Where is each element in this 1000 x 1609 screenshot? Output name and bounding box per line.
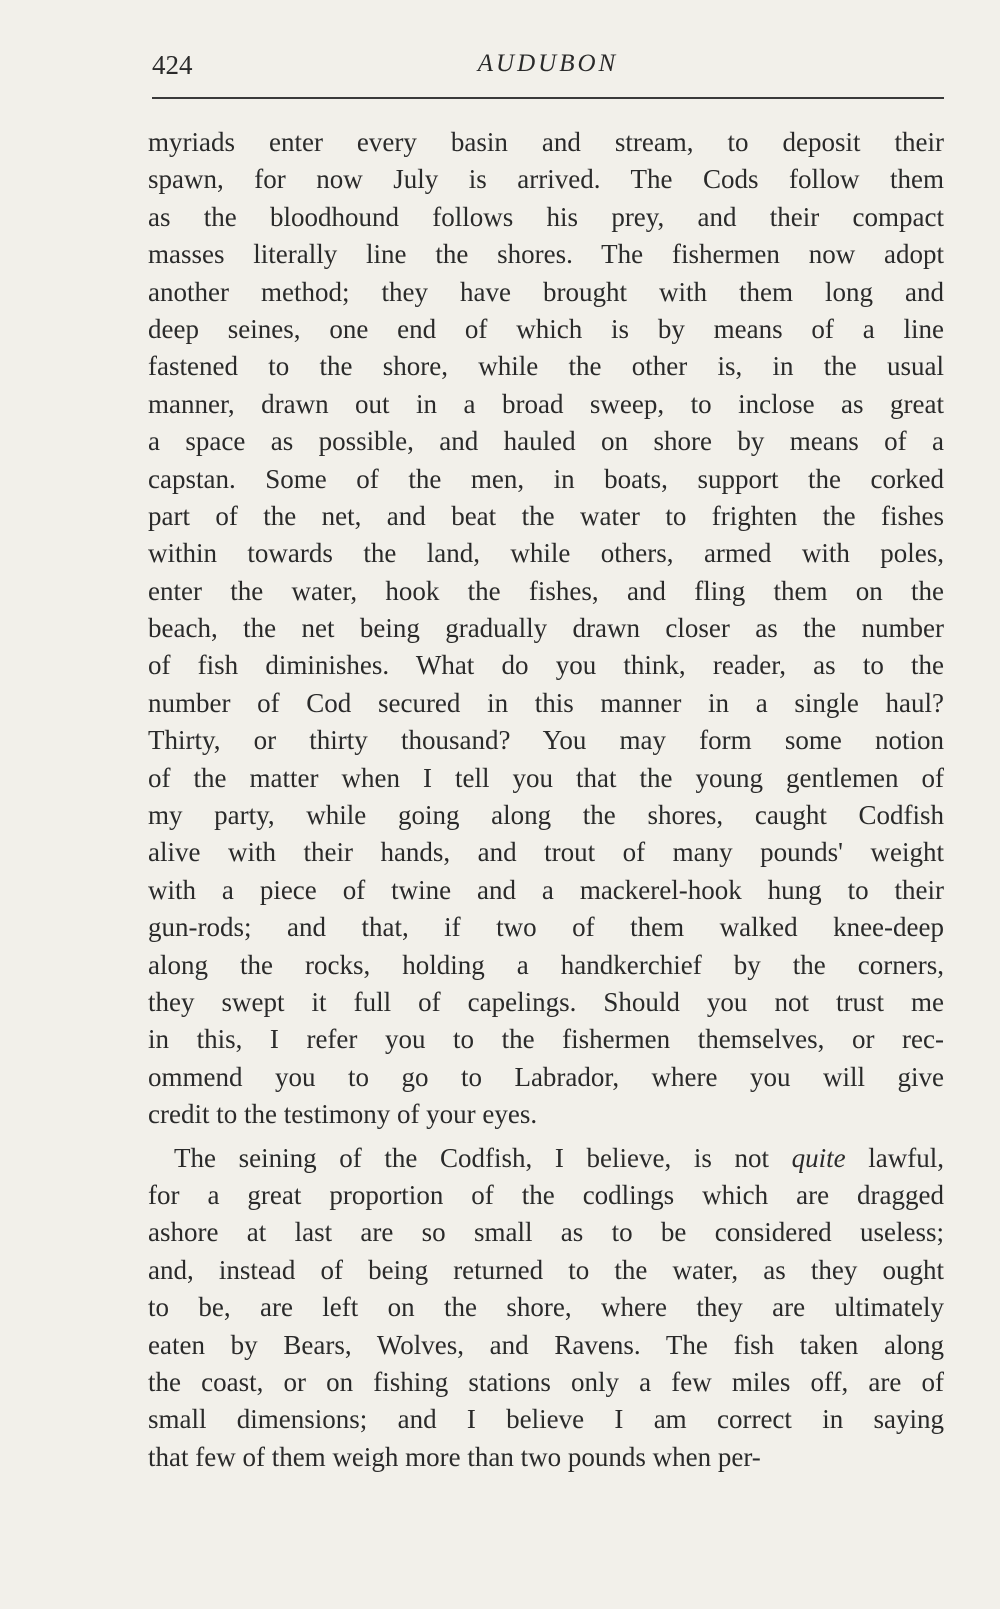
- text-line: manner, drawn out in a broad sweep, to inclose as great: [148, 388, 944, 419]
- text-line: myriads enter every basin and stream, to deposit their: [148, 127, 944, 157]
- text-line: the coast, or on fishing stations only a few miles off, are of: [148, 1366, 944, 1397]
- text-line: my party, while going along the shores, caught Codfish: [148, 800, 944, 831]
- text-line: gun-rods; and that, if two of them walked knee-deep: [148, 912, 944, 943]
- text-line: ashore at last are so small as to be considered useless;: [148, 1217, 944, 1248]
- text-line: small dimensions; and I believe I am correct in saying: [148, 1404, 944, 1435]
- text-line: ommend you to go to Labrador, where you will give: [148, 1061, 944, 1092]
- text-line: of fish diminishes. What do you think, reader, as to the: [148, 650, 944, 681]
- text-line: in this, I refer you to the fishermen themselves, or rec-: [148, 1024, 944, 1055]
- paragraph: [148, 124, 944, 1134]
- text-line: to be, are left on the shore, where they are ultimately: [148, 1292, 944, 1323]
- text-line: eaten by Bears, Wolves, and Ravens. The fish taken along: [148, 1329, 944, 1360]
- text-line: with a piece of twine and a mackerel-hook hung to their: [148, 874, 944, 905]
- paragraph: [148, 1140, 944, 1477]
- text-line: another method; they have brought with them long and: [148, 276, 944, 307]
- page-header: [152, 50, 944, 94]
- text-line: they swept it full of capelings. Should you not trust me: [148, 986, 944, 1017]
- text-line: deep seines, one end of which is by means of a line: [148, 313, 944, 344]
- text-line: masses literally line the shores. The fishermen now adopt: [148, 239, 944, 270]
- header-rule: [152, 97, 944, 99]
- text-line: capstan. Some of the men, in boats, support the corked: [148, 463, 944, 494]
- text-line: part of the net, and beat the water to frighten the fishes: [148, 500, 944, 531]
- text-line: of the matter when I tell you that the young gentlemen of: [148, 762, 944, 793]
- text-line: along the rocks, holding a handkerchief by the corners,: [148, 949, 944, 980]
- text-line: spawn, for now July is arrived. The Cods follow them: [148, 164, 944, 195]
- text-line: and, instead of being returned to the water, as they ought: [148, 1254, 944, 1285]
- text-line: The seining of the Codfish, I believe, is not quite lawful,: [174, 1142, 944, 1173]
- text-line: a space as possible, and hauled on shore by means of a: [148, 426, 944, 457]
- text-line: for a great proportion of the codlings which are dragged: [148, 1179, 944, 1210]
- text-line: within towards the land, while others, armed with poles,: [148, 538, 944, 569]
- page-number: 424: [152, 50, 193, 80]
- text-line: number of Cod secured in this manner in a single haul?: [148, 687, 944, 718]
- text-line: Thirty, or thirty thousand? You may form some notion: [148, 725, 944, 756]
- text-line: beach, the net being gradually drawn closer as the number: [148, 613, 944, 644]
- text-line: fastened to the shore, while the other is, in the usual: [148, 351, 944, 382]
- text-line: alive with their hands, and trout of many pounds' weight: [148, 837, 944, 868]
- text-line: enter the water, hook the fishes, and fling them on the: [148, 575, 944, 606]
- text-line: as the bloodhound follows his prey, and their compact: [148, 201, 944, 232]
- running-title: AUDUBON: [477, 50, 619, 77]
- text-line: that few of them weigh more than two pounds when per-: [148, 1441, 761, 1472]
- emphasis: quite: [791, 1142, 846, 1173]
- body-text: [148, 124, 944, 1476]
- text-line: credit to the testimony of your eyes.: [148, 1099, 538, 1130]
